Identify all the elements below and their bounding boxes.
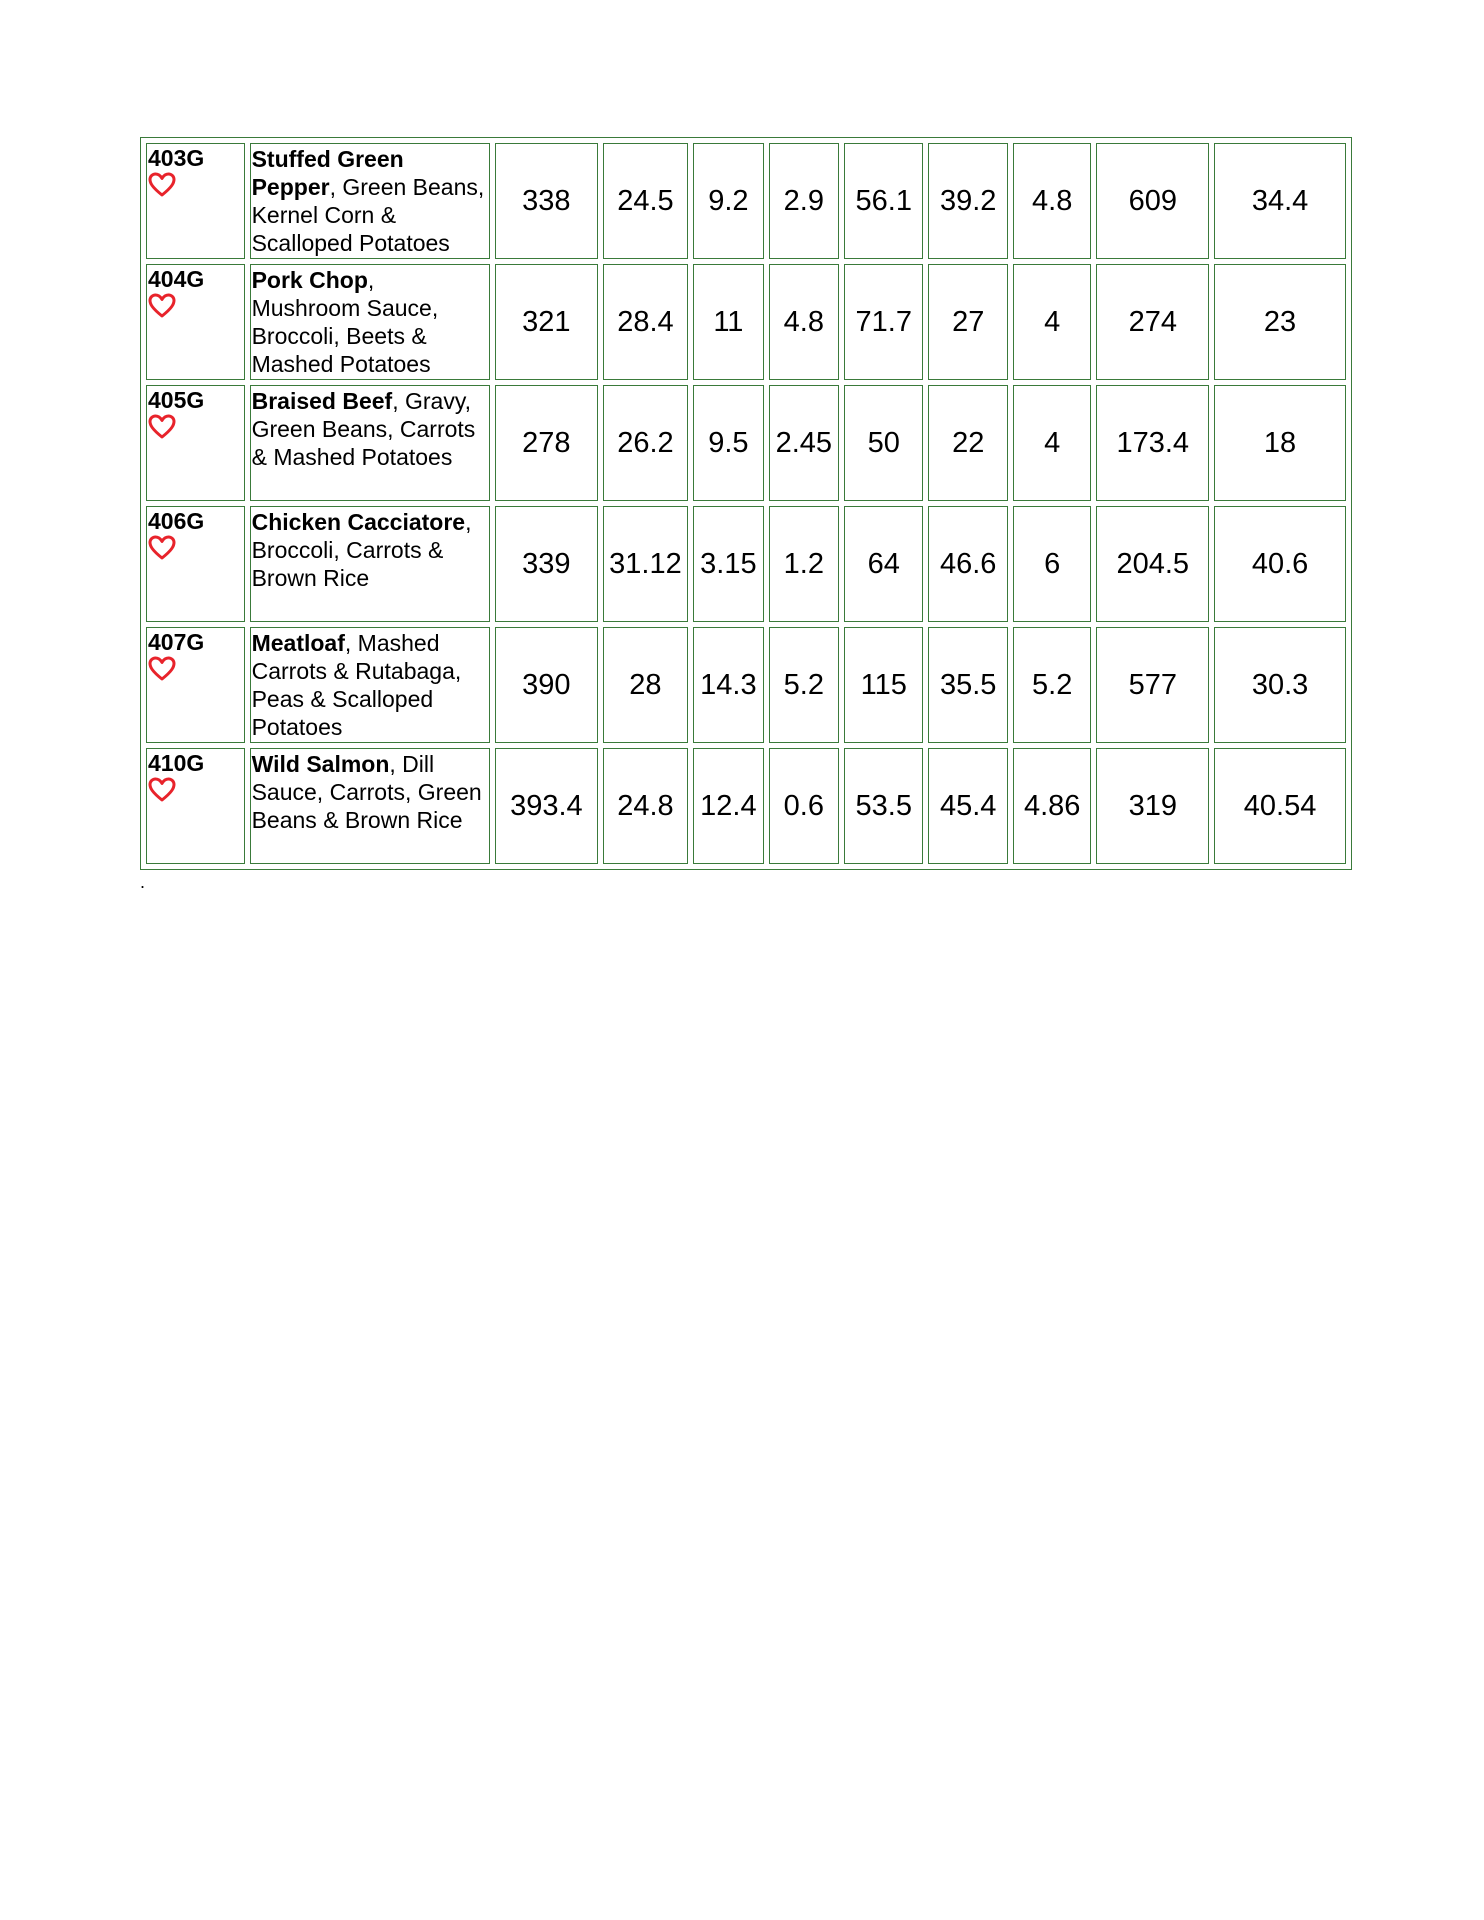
heart-outline-icon bbox=[148, 172, 176, 198]
trailing-dot: . bbox=[140, 872, 146, 892]
nutrient-value-cell: 40.6 bbox=[1214, 506, 1346, 622]
dish-sides: , Gravy, Green Beans, Carrots & Mashed Potatoes bbox=[251, 388, 476, 470]
nutrient-value-cell: 12.4 bbox=[693, 748, 763, 864]
dish-name: Wild Salmon bbox=[251, 751, 390, 777]
nutrient-value-cell: 40.54 bbox=[1214, 748, 1346, 864]
nutrient-value-cell: 4.8 bbox=[769, 264, 839, 380]
nutrient-value-cell: 1.2 bbox=[769, 506, 839, 622]
item-code-cell bbox=[146, 143, 245, 259]
item-code: 406G bbox=[148, 508, 205, 534]
nutrient-value-cell: 339 bbox=[495, 506, 598, 622]
nutrient-value-cell: 9.5 bbox=[693, 385, 763, 501]
nutrient-value-cell: 34.4 bbox=[1214, 143, 1346, 259]
dish-description-cell bbox=[250, 748, 490, 864]
nutrient-value-cell: 39.2 bbox=[928, 143, 1007, 259]
dish-description-cell bbox=[250, 385, 490, 501]
nutrient-value-cell: 4 bbox=[1013, 385, 1091, 501]
table-row bbox=[146, 506, 1346, 622]
nutrient-value-cell: 609 bbox=[1096, 143, 1209, 259]
dish-description-cell bbox=[250, 506, 490, 622]
nutrient-value-cell: 23 bbox=[1214, 264, 1346, 380]
heart-outline-icon bbox=[148, 414, 176, 440]
dish-sides: , Green Beans, Kernel Corn & Scalloped Potatoes bbox=[251, 174, 485, 256]
nutrient-value-cell: 2.9 bbox=[769, 143, 839, 259]
dish-sides: , Dill Sauce, Carrots, Green Beans & Brown Rice bbox=[251, 751, 482, 833]
nutrition-table-body bbox=[146, 143, 1346, 864]
nutrient-value-cell: 53.5 bbox=[844, 748, 923, 864]
item-code: 403G bbox=[148, 145, 205, 171]
item-code: 405G bbox=[148, 387, 205, 413]
nutrient-value-cell: 0.6 bbox=[769, 748, 839, 864]
nutrient-value-cell: 45.4 bbox=[928, 748, 1007, 864]
heart-outline-icon bbox=[148, 777, 176, 803]
nutrient-value-cell: 28 bbox=[603, 627, 689, 743]
nutrient-value-cell: 274 bbox=[1096, 264, 1209, 380]
item-code-cell bbox=[146, 385, 245, 501]
nutrient-value-cell: 30.3 bbox=[1214, 627, 1346, 743]
nutrient-value-cell: 3.15 bbox=[693, 506, 763, 622]
dish-name: Pork Chop bbox=[251, 267, 368, 293]
nutrient-value-cell: 173.4 bbox=[1096, 385, 1209, 501]
nutrient-value-cell: 50 bbox=[844, 385, 923, 501]
item-code-cell bbox=[146, 748, 245, 864]
nutrient-value-cell: 319 bbox=[1096, 748, 1209, 864]
nutrient-value-cell: 24.5 bbox=[603, 143, 689, 259]
heart-outline-icon bbox=[148, 656, 176, 682]
item-code-cell bbox=[146, 627, 245, 743]
dish-description-cell bbox=[250, 264, 490, 380]
nutrient-value-cell: 204.5 bbox=[1096, 506, 1209, 622]
dish-name: Braised Beef bbox=[251, 388, 393, 414]
nutrient-value-cell: 5.2 bbox=[769, 627, 839, 743]
nutrient-value-cell: 35.5 bbox=[928, 627, 1007, 743]
dish-sides: , Broccoli, Carrots & Brown Rice bbox=[251, 509, 472, 591]
nutrient-value-cell: 56.1 bbox=[844, 143, 923, 259]
nutrient-value-cell: 393.4 bbox=[495, 748, 598, 864]
nutrient-value-cell: 22 bbox=[928, 385, 1007, 501]
dish-description-cell bbox=[250, 627, 490, 743]
dish-name: Stuffed Green Pepper bbox=[251, 146, 404, 200]
item-code: 407G bbox=[148, 629, 205, 655]
nutrient-value-cell: 390 bbox=[495, 627, 598, 743]
nutrient-value-cell: 4 bbox=[1013, 264, 1091, 380]
nutrient-value-cell: 46.6 bbox=[928, 506, 1007, 622]
nutrient-value-cell: 4.8 bbox=[1013, 143, 1091, 259]
nutrient-value-cell: 11 bbox=[693, 264, 763, 380]
dish-sides: , Mashed Carrots & Rutabaga, Peas & Scalloped Potatoes bbox=[251, 630, 462, 740]
item-code-cell bbox=[146, 506, 245, 622]
nutrient-value-cell: 9.2 bbox=[693, 143, 763, 259]
nutrient-value-cell: 278 bbox=[495, 385, 598, 501]
nutrient-value-cell: 26.2 bbox=[603, 385, 689, 501]
nutrient-value-cell: 18 bbox=[1214, 385, 1346, 501]
nutrient-value-cell: 28.4 bbox=[603, 264, 689, 380]
nutrition-table bbox=[140, 137, 1352, 870]
nutrient-value-cell: 31.12 bbox=[603, 506, 689, 622]
nutrient-value-cell: 64 bbox=[844, 506, 923, 622]
dish-name: Chicken Cacciatore bbox=[251, 509, 466, 535]
heart-outline-icon bbox=[148, 535, 176, 561]
dish-description-cell bbox=[250, 143, 490, 259]
heart-outline-icon bbox=[148, 293, 176, 319]
dish-name: Meatloaf bbox=[251, 630, 345, 656]
table-row bbox=[146, 143, 1346, 259]
table-row bbox=[146, 748, 1346, 864]
nutrient-value-cell: 2.45 bbox=[769, 385, 839, 501]
item-code: 410G bbox=[148, 750, 205, 776]
table-row bbox=[146, 627, 1346, 743]
nutrient-value-cell: 6 bbox=[1013, 506, 1091, 622]
nutrient-value-cell: 115 bbox=[844, 627, 923, 743]
item-code-cell bbox=[146, 264, 245, 380]
nutrient-value-cell: 338 bbox=[495, 143, 598, 259]
nutrient-value-cell: 4.86 bbox=[1013, 748, 1091, 864]
item-code: 404G bbox=[148, 266, 205, 292]
nutrient-value-cell: 5.2 bbox=[1013, 627, 1091, 743]
nutrient-value-cell: 14.3 bbox=[693, 627, 763, 743]
nutrient-value-cell: 321 bbox=[495, 264, 598, 380]
table-row bbox=[146, 385, 1346, 501]
nutrient-value-cell: 24.8 bbox=[603, 748, 689, 864]
table-row bbox=[146, 264, 1346, 380]
nutrient-value-cell: 577 bbox=[1096, 627, 1209, 743]
nutrient-value-cell: 27 bbox=[928, 264, 1007, 380]
nutrient-value-cell: 71.7 bbox=[844, 264, 923, 380]
dish-sides: , Mushroom Sauce, Broccoli, Beets & Mashed Potatoes bbox=[251, 267, 439, 377]
